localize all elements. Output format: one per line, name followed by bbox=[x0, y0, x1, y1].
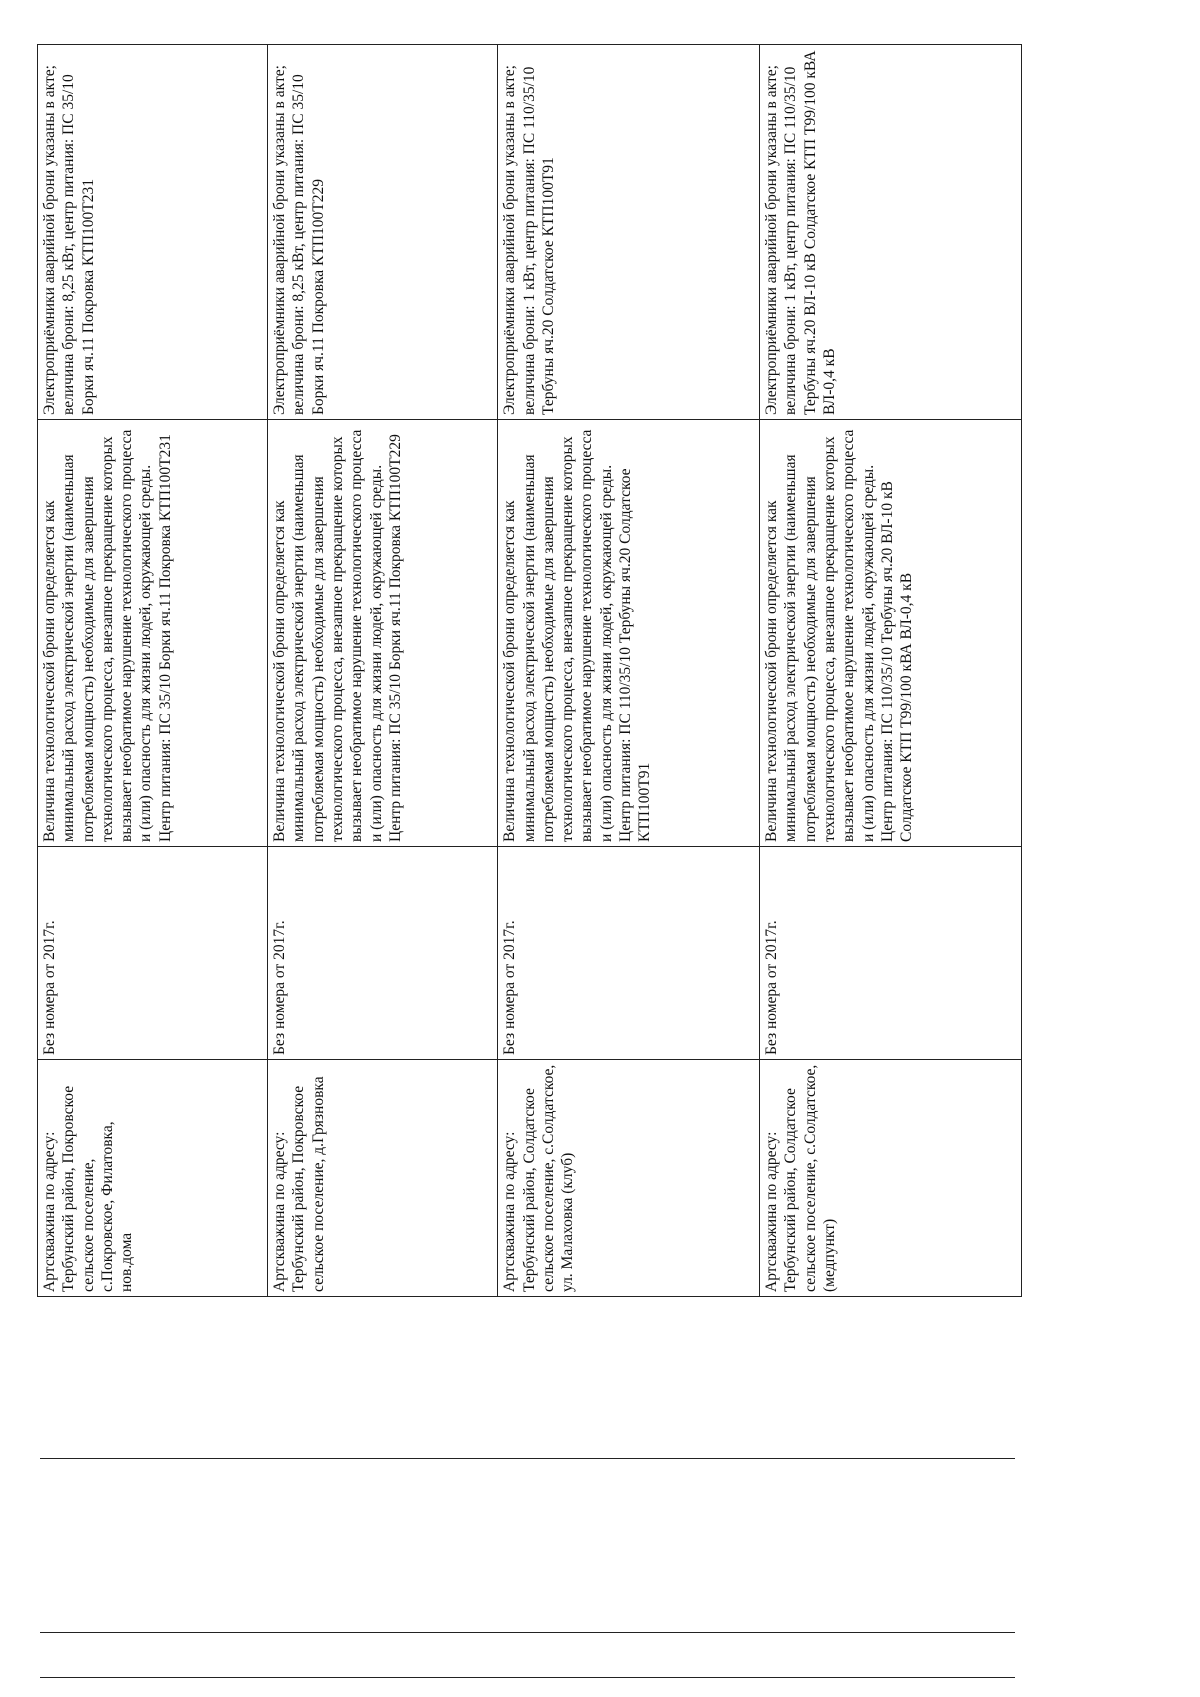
act-number-cell: Без номера от 2017г. bbox=[38, 847, 268, 1060]
technological-reserve-cell: Величина технологической брони определяется как минимальный расход электрической энергии (наименьшая потребляемая мощность) необходимые для завершения технологического процесса, внезапное прекращение которых вызывает необратимое нарушение технологического процесса и (или) опасность для жизни людей, окружающей среды. Центр питания: ПС 110/35/10 Тербуны яч.20 Солдатское КТП100Т91 bbox=[498, 420, 760, 847]
table-row bbox=[38, 45, 268, 1297]
table-row bbox=[268, 45, 498, 1297]
technological-reserve-cell: Величина технологической брони определяется как минимальный расход электрической энергии (наименьшая потребляемая мощность) необходимые для завершения технологического процесса, внезапное прекращение которых вызывает необратимое нарушение технологического процесса и (или) опасность для жизни людей, окружающей среды. Центр питания: ПС 110/35/10 Тербуны яч.20 ВЛ-10 кВ Солдатское КТП Т99/100 кВА ВЛ-0,4 кВ bbox=[760, 420, 1022, 847]
table-row bbox=[498, 45, 760, 1297]
object-address-cell: Артскважина по адресу: Тербунский район, Покровское сельское поселение, с.Покровское, Филатовка, нов.дома bbox=[38, 1060, 268, 1297]
signature-line bbox=[40, 1632, 1015, 1633]
table-row bbox=[760, 45, 1022, 1297]
signature-line bbox=[40, 1677, 1015, 1678]
rotated-page-content bbox=[37, 45, 1022, 1297]
technological-reserve-cell: Величина технологической брони определяется как минимальный расход электрической энергии (наименьшая потребляемая мощность) необходимые для завершения технологического процесса, внезапное прекращение которых вызывает необратимое нарушение технологического процесса и (или) опасность для жизни людей, окружающей среды. Центр питания: ПС 35/10 Борки яч.11 Покровка КТП100Т231 bbox=[38, 420, 268, 847]
emergency-reserve-cell: Электроприёмники аварийной брони указаны в акте; величина брони: 8,25 кВт, центр питания: ПС 35/10 Борки яч.11 Покровка КТП100Т231 bbox=[38, 45, 268, 420]
emergency-reserve-cell: Электроприёмники аварийной брони указаны в акте; величина брони: 8,25 кВт, центр питания: ПС 35/10 Борки яч.11 Покровка КТП100Т229 bbox=[268, 45, 498, 420]
object-address-cell: Артскважина по адресу: Тербунский район, Солдатское сельское поселение, с.Солдатское, ул. Малаховка (клуб) bbox=[498, 1060, 760, 1297]
emergency-reserve-cell: Электроприёмники аварийной брони указаны в акте; величина брони: 1 кВт, центр питания: ПС 110/35/10 Тербуны яч.20 Солдатское КТП100Т91 bbox=[498, 45, 760, 420]
technological-reserve-cell: Величина технологической брони определяется как минимальный расход электрической энергии (наименьшая потребляемая мощность) необходимые для завершения технологического процесса, внезапное прекращение которых вызывает необратимое нарушение технологического процесса и (или) опасность для жизни людей, окружающей среды. Центр питания: ПС 35/10 Борки яч.11 Покровка КТП100Т229 bbox=[268, 420, 498, 847]
act-number-cell: Без номера от 2017г. bbox=[268, 847, 498, 1060]
act-number-cell: Без номера от 2017г. bbox=[760, 847, 1022, 1060]
signature-line bbox=[40, 1458, 1015, 1459]
emergency-reserve-cell: Электроприёмники аварийной брони указаны в акте; величина брони: 1 кВт, центр питания: ПС 110/35/10 Тербуны яч.20 ВЛ-10 кВ Солдатское КТП Т99/100 кВА ВЛ-0,4 кВ bbox=[760, 45, 1022, 420]
act-number-cell: Без номера от 2017г. bbox=[498, 847, 760, 1060]
power-reserve-table bbox=[37, 44, 1022, 1297]
object-address-cell: Артскважина по адресу: Тербунский район, Покровское сельское поселение, д.Грязновка bbox=[268, 1060, 498, 1297]
object-address-cell: Артскважина по адресу: Тербунский район, Солдатское сельское поселение, с.Солдатское, (медпункт) bbox=[760, 1060, 1022, 1297]
